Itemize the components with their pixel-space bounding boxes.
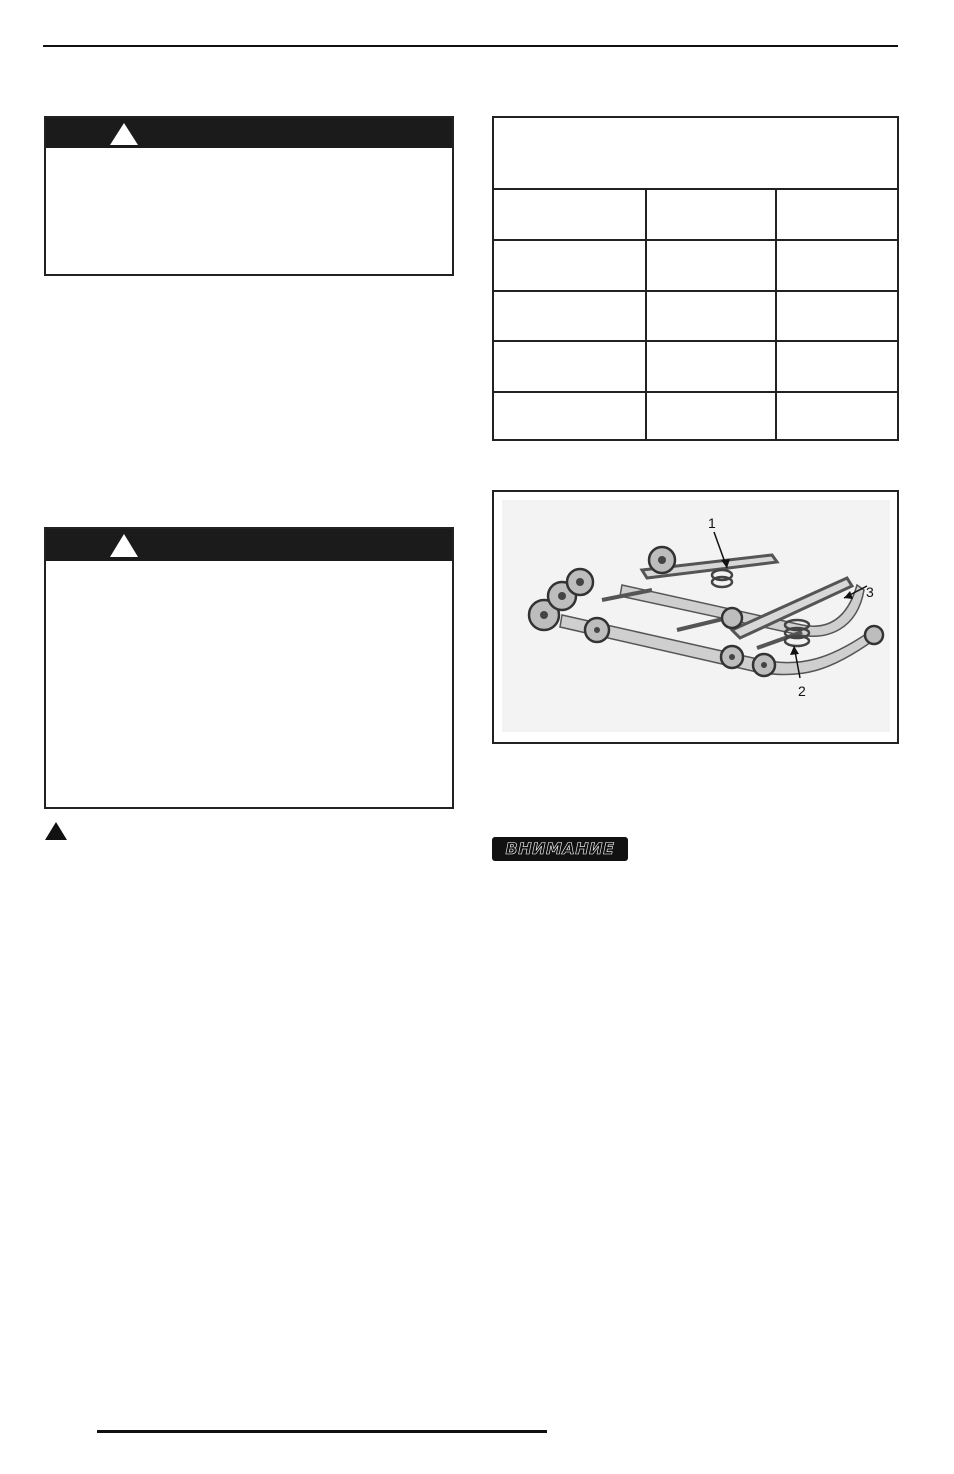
suspension-figure [492, 490, 899, 744]
table-column-divider [775, 188, 777, 439]
callout-3: 3 [866, 584, 874, 600]
table-row-divider [494, 188, 897, 190]
warning-box-1 [44, 116, 454, 276]
warning-header-bar [46, 118, 452, 148]
spec-table [492, 116, 899, 441]
warning-box-2 [44, 527, 454, 809]
warning-triangle-icon [109, 533, 139, 563]
table-column-divider [645, 188, 647, 439]
warning-triangle-icon [109, 122, 139, 151]
callout-1: 1 [708, 515, 716, 531]
header-rule [43, 45, 898, 47]
warning-header-bar [46, 529, 452, 561]
footer-rule [97, 1430, 547, 1433]
suspension-illustration [502, 500, 890, 732]
table-row-divider [494, 340, 897, 342]
table-row-divider [494, 391, 897, 393]
table-row-divider [494, 239, 897, 241]
caution-label: ВНИМАНИЕ [505, 839, 615, 858]
callout-2: 2 [798, 683, 806, 699]
caution-badge [492, 837, 628, 861]
warning-triangle-icon [44, 821, 68, 846]
table-row-divider [494, 290, 897, 292]
